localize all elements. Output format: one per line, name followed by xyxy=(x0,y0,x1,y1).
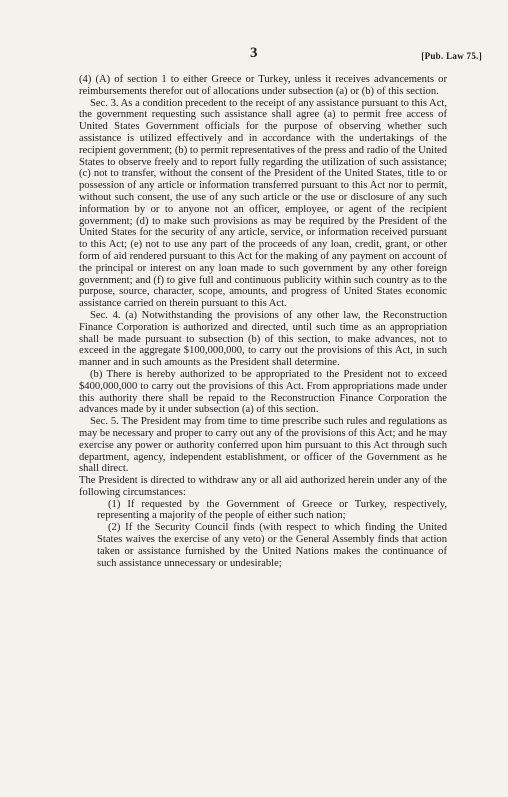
body-text xyxy=(79,74,447,569)
list-item-withdrawal-2: (2) If the Security Council finds (with respect to which finding the United States waives the exercise of any veto) or the General Assembly finds that action taken or assistance furnished by the United Nations makes the continuance of such assistance unnecessary or undesirable; xyxy=(97,522,447,569)
paragraph-section-4a: Sec. 4. (a) Notwithstanding the provisions of any other law, the Reconstruction Finance Corporation is authorized and directed, until such time as an appropriation shall be made pursuant to subsection (b) of this section, to make advances, not to exceed in the aggregate $100,000,000, to carry out the provisions of this Act, in such manner and in such amounts as the President shall determine. xyxy=(79,309,447,369)
paragraph-section-4b: (b) There is hereby authorized to be appropriated to the President not to exceed $400,000,000 to carry out the provisions of this Act. From appropriations made under this authority there shall be repaid to the Reconstruction Finance Corporation the advances made by it under subsection (a) of this section. xyxy=(79,368,447,416)
paragraph-withdrawal-intro: The President is directed to withdraw any or all aid authorized herein under any of the following circumstances: xyxy=(79,475,447,498)
list-item-withdrawal-1: (1) If requested by the Government of Greece or Turkey, respectively, representing a majority of the people of either such nation; xyxy=(97,498,447,522)
page-number: 3 xyxy=(250,45,258,61)
paragraph-section-3: Sec. 3. As a condition precedent to the receipt of any assistance pursuant to this Act, the government requesting such assistance shall agree (a) to permit free access of United States Government officials for the purpose of observing whether such assistance is utilized effectively and in accordance with the undertakings of the recipient government; (b) to permit representatives of the press and radio of the United States to observe freely and to report fully regarding the utilization of such assistance; (c) not to transfer, without the consent of the President of the United States, title to or possession of any article or information transferred pursuant to this Act nor to permit, without such consent, the use of any such article or the use or disclosure of any such information by or to anyone not an officer, employee, or agent of the recipient government; (d) to make such provisions as may be required by the President of the United States for the security of any article, service, or information received pursuant to this Act; (e) not to use any part of the proceeds of any loan, credit, grant, or other form of aid rendered pursuant to this Act for the making of any payment on account of the principal or interest on any loan made to such government by any other foreign government; and (f) to give full and continuous publicity within such country as to the purpose, source, character, scope, amounts, and progress of United States economic assistance carried on therein pursuant to this Act. xyxy=(79,97,448,310)
paragraph-section-2-continuation: (4) (A) of section 1 to either Greece or Turkey, unless it receives advancements or reimbursements therefor out of allocations under subsection (a) or (b) of this section. xyxy=(79,74,447,97)
paragraph-section-5: Sec. 5. The President may from time to time prescribe such rules and regulations as may be necessary and proper to carry out any of the provisions of this Act; and he may exercise any power or authority conferred upon him pursuant to this Act through such department, agency, independent establishment, or officer of the Government as he shall direct. xyxy=(79,416,447,475)
running-head: [Pub. Law 75.] xyxy=(421,51,482,61)
